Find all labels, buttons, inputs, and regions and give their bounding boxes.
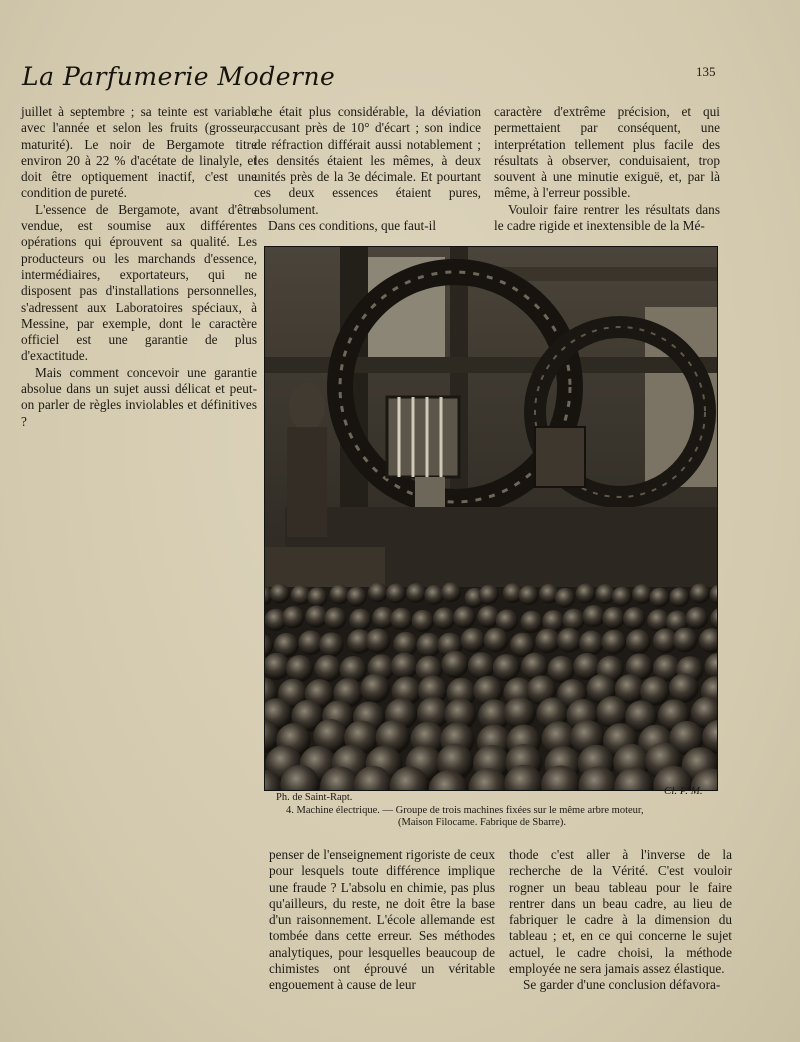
bergamot-fruit	[368, 582, 388, 602]
bergamot-fruit	[366, 629, 391, 654]
bergamot-fruit	[406, 583, 426, 603]
bergamot-fruit	[324, 607, 346, 629]
bergamot-fruit	[282, 606, 304, 628]
journal-title: La Parfumerie Moderne	[22, 62, 336, 91]
bergamot-fruit	[690, 583, 710, 603]
bergamot-fruit	[669, 673, 699, 703]
paragraph: che était plus considérable, la déviation accusant près de 10° d'écart ; son indice de réfraction différait aussi notablement ; les densités étaient les mêmes, à deux unités près de la 3e décimale. Et pourtant ces deux essences étaient pures, absolument.	[254, 104, 481, 217]
bergamot-fruit	[602, 607, 624, 629]
paragraph: juillet à septembre ; sa teinte est variable avec l'année et selon les fruits (grosseur, maturité). Le noir de Bergamote titre environ 20 à 22 % d'acétate de linalyle, et doit être optiquement inactif, c'est une condition de pureté.	[21, 104, 257, 201]
bergamot-fruit	[453, 606, 475, 628]
bergamot-fruit	[386, 583, 406, 603]
bergamot-fruit	[468, 652, 495, 679]
paragraph: Se garder d'une conclusion défavora-	[523, 977, 721, 993]
bergamot-fruit	[535, 628, 560, 653]
bergamot-fruit	[479, 585, 499, 605]
column-2-bottom	[269, 847, 495, 994]
bergamot-fruit	[493, 654, 520, 681]
bergamot-fruit	[583, 605, 605, 627]
bergamot-fruit	[314, 655, 341, 682]
paragraph: L'essence de Bergamote, avant d'être vendue, est soumise aux différentes opérations qui éprouvent sa qualité. Les producteurs ou les marchands d'essence, intermédiaires, exportateurs, qui ne disposent pas d'installations personnelles, s'adressent aux Laboratoires spéciaux, à Messine, par exemple, dont le caractère officiel est une garantie de plus d'exactitude.	[21, 201, 257, 364]
bergamot-fruit	[347, 587, 367, 607]
bergamot-fruit	[291, 585, 311, 605]
bergamot-fruit	[601, 630, 626, 655]
bergamot-fruit	[623, 607, 645, 629]
bergamot-fruit	[412, 610, 434, 632]
paragraph: Mais comment concevoir une garantie absolue dans un sujet aussi délicat et peut-on parler de règles inviolables et définitives ?	[21, 364, 257, 429]
bergamot-fruit	[461, 628, 486, 653]
bergamot-fruit	[596, 696, 628, 728]
paragraph: Dans ces conditions, que faut-il	[268, 218, 437, 234]
bergamot-fruit	[441, 582, 461, 602]
bergamot-fruit	[519, 585, 539, 605]
bergamot-fruit	[390, 608, 412, 630]
photo-illustration	[265, 247, 717, 790]
bergamot-fruit	[649, 588, 669, 608]
bergamot-fruit	[424, 585, 444, 605]
photo-credit: Ph. de Saint-Rapt.	[276, 792, 353, 803]
bergamot-fruit	[391, 653, 418, 680]
page-number: 135	[696, 64, 716, 79]
bergamot-fruit	[632, 584, 652, 604]
bergamot-fruit	[626, 629, 651, 654]
bergamot-fruit	[686, 607, 708, 629]
column-1	[21, 104, 257, 430]
bergamot-fruit	[612, 587, 632, 607]
bergamot-fruit	[576, 583, 596, 603]
bergamot-fruit	[504, 697, 536, 729]
column-2-top	[254, 104, 481, 234]
column-3-bottom	[509, 847, 732, 994]
bergamot-fruit	[521, 611, 543, 633]
bergamot-fruit	[441, 651, 468, 678]
bergamot-fruit	[319, 632, 344, 657]
bergamot-fruit	[673, 628, 698, 653]
photo-credit-right: Cl. P. M.	[664, 785, 703, 797]
bergamot-fruit	[270, 583, 290, 603]
column-3-top	[494, 104, 720, 234]
figure-caption: 4. Machine électrique. — Groupe de trois machines fixées sur le même arbre moteur,	[286, 805, 644, 816]
bergamot-fruit	[669, 587, 689, 607]
paragraph: caractère d'extrême précision, et qui permettaient par conséquent, une interprétation tellement plus facile des résultats à observer, conduisaient, trop souvent à une minutie exiguë, et, par là même, à l'erreur possible.	[494, 104, 720, 201]
bergamot-fruit	[307, 587, 327, 607]
paragraph: penser de l'enseignement rigoriste de ceux pour lesquels toute différence implique une fraude ? L'absolu en chimie, pas plus qu'ailleurs, du reste, ne doit être la base d'un raisonnement. L'école allemande est tombée dans cette erreur. Ses méthodes analytiques, pour lesquelles beaucoup de chimistes ont éprouvé un véritable engouement à cause de leur	[269, 847, 495, 993]
bergamot-fruit	[547, 656, 574, 683]
bergamot-fruit	[433, 607, 455, 629]
paragraph: Vouloir faire rentrer les résultats dans le cadre rigide et inextensible de la Mé-	[494, 201, 720, 234]
bergamot-fruit	[579, 631, 604, 656]
bergamot-fruit	[360, 674, 390, 704]
bergamot-fruit	[562, 609, 584, 631]
bergamot-fruit	[484, 628, 509, 653]
figure-caption-source: (Maison Filocame. Fabrique de Sbarre).	[398, 817, 566, 828]
bergamot-fruit	[330, 584, 350, 604]
paragraph: thode c'est aller à l'inverse de la recherche de la Vérité. C'est vouloir rogner un beau tableau pour le faire rentrer dans un beau cadre, au lieu de fabriquer le cadre à la dimension du tableau ; et, en ce qui concerne le sujet actuel, le cadre choisi, la méthode employée ne sera jamais assez élastique.	[509, 847, 732, 977]
photograph-machines	[264, 246, 718, 791]
bergamot-fruit	[557, 628, 582, 653]
bergamot-fruit	[349, 609, 371, 631]
bergamot-fruit	[555, 588, 575, 608]
bergamot-fruit	[286, 655, 313, 682]
bergamot-fruit	[477, 606, 499, 628]
